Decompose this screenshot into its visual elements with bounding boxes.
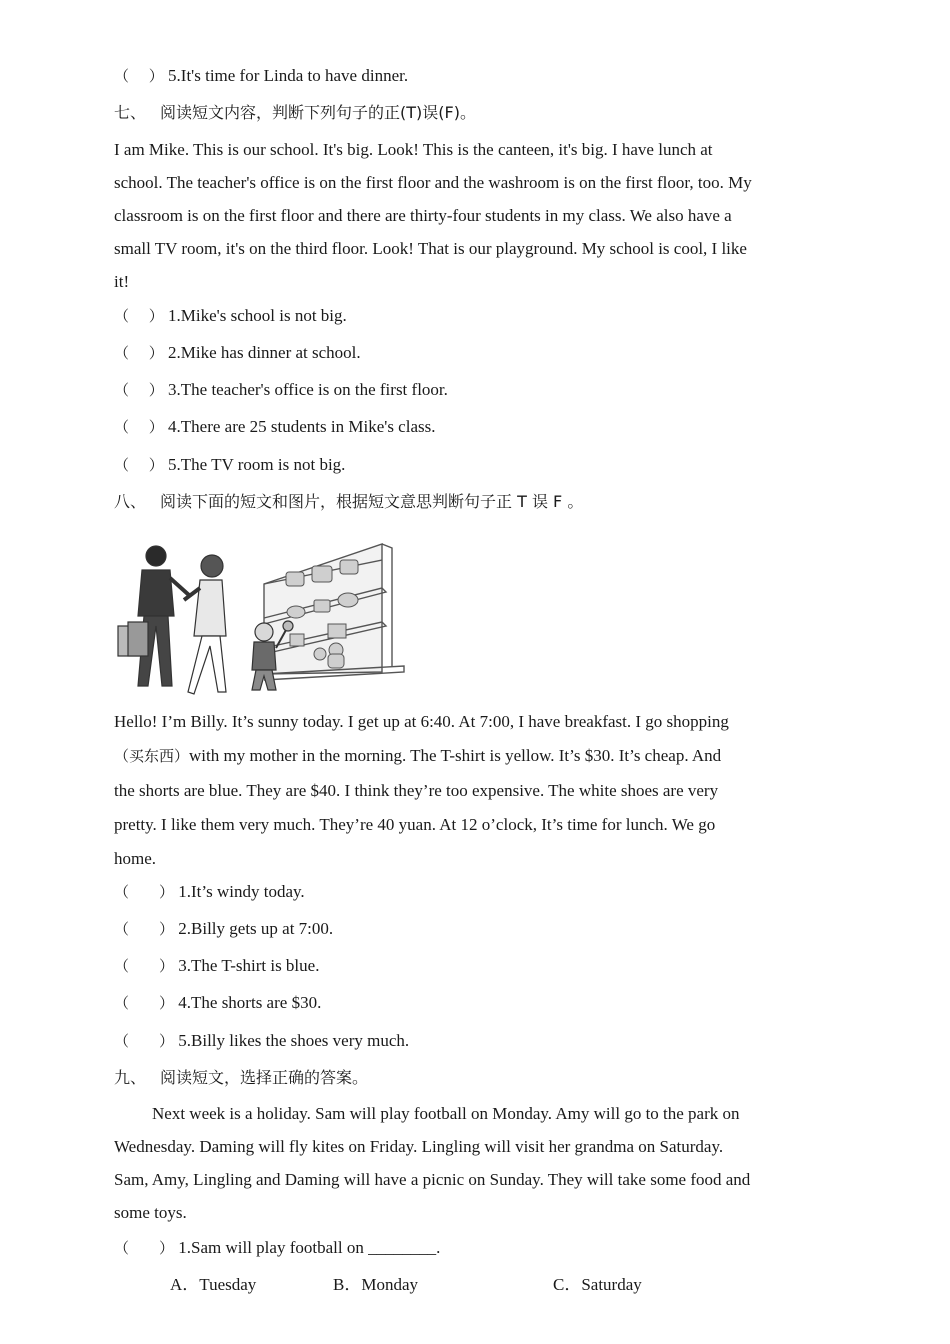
option-c[interactable]: C．Saturday: [553, 1275, 642, 1294]
passage-line: some toys.: [114, 1203, 187, 1222]
answer-paren[interactable]: （ ）: [114, 957, 175, 975]
section-7-passage: [114, 133, 839, 298]
passage-line: small TV room, it's on the third floor. Look! That is our playground. My school is cool, I like: [114, 239, 747, 258]
chinese-gloss: （买东西）: [114, 747, 190, 766]
passage-line: I am Mike. This is our school. It's big. Look! This is the canteen, it's big. I have lunch at: [114, 140, 713, 159]
question-text: 4.There are 25 students in Mike's class.: [168, 417, 436, 436]
passage-line: pretty. I like them very much. They’re 40 yuan. At 12 o’clock, It’s time for lunch. We go: [114, 814, 716, 834]
question-7-1: [114, 306, 347, 326]
passage-line: classroom is on the first floor and there are thirty-four students in my class. We also have a: [114, 206, 732, 225]
answer-paren[interactable]: （ ）: [114, 920, 175, 938]
passage-line: home.: [114, 849, 157, 869]
answer-paren[interactable]: （ ）: [114, 307, 164, 325]
answer-paren[interactable]: （ ）: [114, 994, 175, 1012]
section-number: 八、: [114, 492, 147, 511]
section-instruction: 阅读短文内容，判断下列句子的正(T)误(F)。: [160, 103, 476, 122]
passage-line: school. The teacher's office is on the first floor and the washroom is on the first floor, too. My: [114, 173, 752, 192]
section-8-heading: [114, 492, 583, 512]
passage-line: Next week is a holiday. Sam will play football on Monday. Amy will go to the park on: [152, 1104, 740, 1123]
passage-line: the shorts are blue. They are $40. I think they’re too expensive. The white shoes are very: [114, 780, 719, 800]
passage-line: it!: [114, 272, 130, 291]
answer-paren[interactable]: （ ）: [114, 344, 164, 362]
question-9-1: [114, 1238, 440, 1258]
passage-line: [114, 739, 839, 773]
shopping-illustration: [114, 526, 406, 698]
passage-line-text: with my mother in the morning. The T-shirt is yellow. It’s $30. It’s cheap. And: [189, 746, 722, 766]
passage-line: Wednesday. Daming will fly kites on Friday. Lingling will visit her grandma on Saturday.: [114, 1137, 724, 1156]
section-7-heading: [114, 103, 476, 123]
question-text: 1.It’s windy today.: [178, 882, 305, 901]
mother-figure: [184, 555, 226, 694]
option-b[interactable]: B．Monday: [333, 1275, 418, 1294]
answer-paren[interactable]: （ ）: [114, 456, 164, 474]
question-8-4: [114, 993, 321, 1013]
question-text: 2.Mike has dinner at school.: [168, 343, 361, 362]
section-instruction: 阅读短文，选择正确的答案。: [160, 1068, 369, 1087]
section-number: 七、: [114, 103, 147, 122]
question-text: 2.Billy gets up at 7:00.: [178, 919, 334, 938]
answer-paren[interactable]: （ ）: [114, 381, 164, 399]
section-9-passage: [114, 1097, 839, 1229]
answer-paren[interactable]: （ ）: [114, 1032, 175, 1050]
answer-paren[interactable]: （ ）: [114, 67, 164, 85]
answer-paren[interactable]: （ ）: [114, 1239, 175, 1257]
question-text: 5.Billy likes the shoes very much.: [178, 1031, 410, 1050]
section-8-passage: [114, 705, 839, 876]
question-text: 5.The TV room is not big.: [168, 455, 346, 474]
section-9-heading: [114, 1068, 368, 1088]
option-a[interactable]: A．Tuesday: [170, 1275, 257, 1294]
question-text: 3.The T-shirt is blue.: [178, 956, 320, 975]
section-instruction: 阅读下面的短文和图片，根据短文意思判断句子正 T 误 F 。: [160, 492, 584, 511]
section-number: 九、: [114, 1068, 147, 1087]
answer-paren[interactable]: （ ）: [114, 418, 164, 436]
question-text: 5.It's time for Linda to have dinner.: [168, 66, 409, 85]
question-7-2: [114, 343, 361, 363]
question-6-5: [114, 66, 408, 86]
question-text: 3.The teacher's office is on the first floor.: [168, 380, 448, 399]
question-8-3: [114, 956, 319, 976]
question-7-4: [114, 417, 435, 437]
father-figure: [118, 546, 190, 686]
question-text: 4.The shorts are $30.: [178, 993, 322, 1012]
question-7-5: [114, 455, 345, 475]
question-7-3: [114, 380, 448, 400]
question-8-5: [114, 1031, 409, 1051]
question-text: 1.Mike's school is not big.: [168, 306, 347, 325]
passage-line: Hello! I’m Billy. It’s sunny today. I get up at 6:40. At 7:00, I have breakfast. I go shopping: [114, 712, 729, 731]
question-8-2: [114, 919, 333, 939]
passage-line: Sam, Amy, Lingling and Daming will have a picnic on Sunday. They will take some food and: [114, 1170, 751, 1189]
question-8-1: [114, 882, 305, 902]
question-text: 1.Sam will play football on ________.: [178, 1238, 441, 1257]
answer-paren[interactable]: （ ）: [114, 883, 175, 901]
